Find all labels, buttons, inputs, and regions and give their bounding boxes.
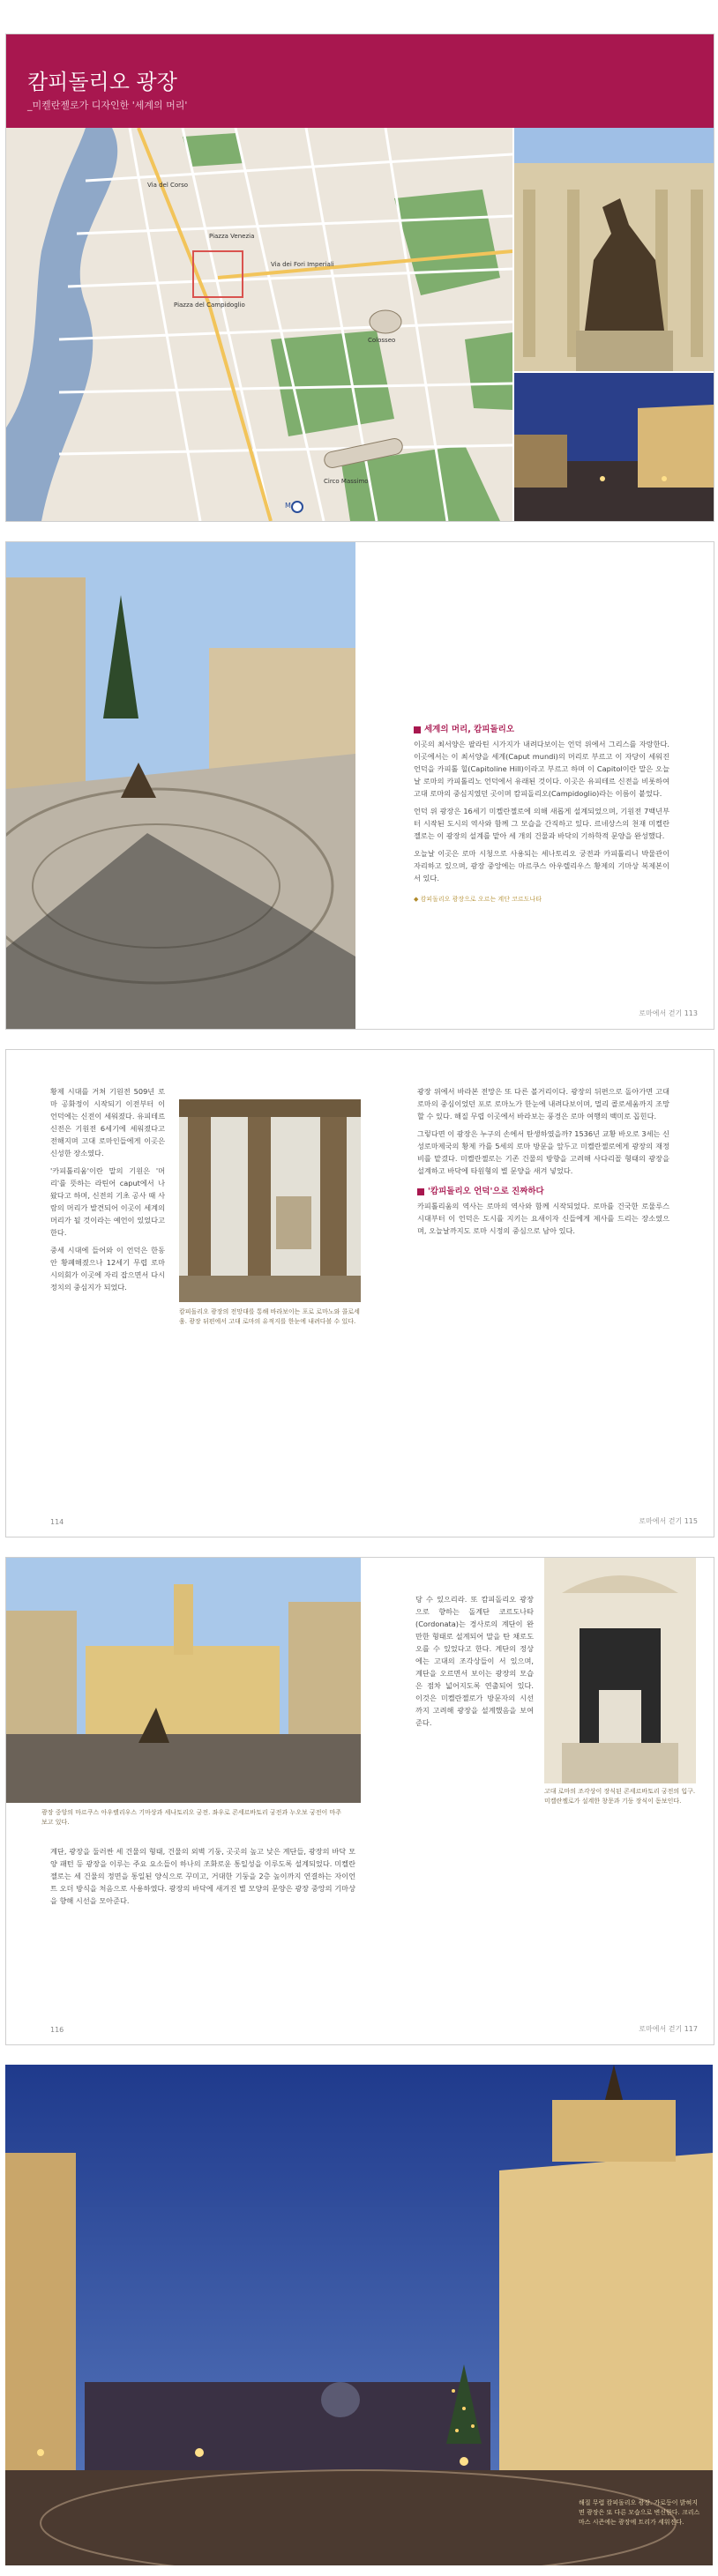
colonnade-caption: 캄피돌리오 광장의 전망대를 통해 바라보이는 포로 로마노와 콜로세움. 광장 뒤편에서 고대 로마의 유적지를 한눈에 내려다볼 수 있다. bbox=[179, 1308, 360, 1325]
footnote: ◆ 캄피돌리오 광장으로 오르는 계단 코르도나타 bbox=[414, 896, 542, 903]
design-left-text bbox=[50, 1845, 355, 1907]
colonnade-image bbox=[179, 1099, 361, 1302]
right-paragraph-3: 카피톨리움의 역사는 로마의 역사와 함께 시작되었다. 로마를 건국한 로물루스 시대부터 이 언덕은 도시를 지키는 요새이자 신들에게 제사를 드리는 장소였으며, 오늘날까지도 로마 시정의 중심으로 남아 있다. bbox=[417, 1202, 669, 1235]
paragraph-3: 오늘날 이곳은 로마 시청으로 사용되는 세나토리오 궁전과 카피톨리니 박물관이 자리하고 있으며, 광장 중앙에는 마르쿠스 아우렐리우스 황제의 기마상 복제본이 서 있다. bbox=[414, 849, 669, 882]
right-paragraph-2: 그렇다면 이 광장은 누구의 손에서 탄생하였을까? 1536년 교황 바오로 3세는 신성로마제국의 황제 카를 5세의 로마 방문을 앞두고 미켈란젤로에게 광장의 재정비를 맡겼다. 미켈란젤로는 기존 건물의 방향을 고려해 사다리꼴 형태의 광장을 설계하고 바닥에 타원형의 별 문양을 새겨 넣었다. bbox=[417, 1129, 669, 1175]
palazzo-entrance-image bbox=[544, 1558, 696, 1783]
metro-marker: M bbox=[285, 502, 291, 510]
senatorio-caption: 광장 중앙의 마르쿠스 아우렐리우스 기마상과 세나토리오 궁전. 좌우로 콘세르바토리 궁전과 누오보 궁전이 마주 보고 있다. bbox=[41, 1809, 341, 1826]
square-aerial-image bbox=[6, 542, 355, 1029]
right-paragraph-1: 광장 위에서 바라본 전망은 또 다른 볼거리이다. 광장의 뒤편으로 돌아가면 고대 로마의 중심이었던 포로 로마노가 한눈에 내려다보이며, 멀리 콜로세움까지 조망할 수 있다. 해질 무렵 이곳에서 바라보는 풍경은 로마 여행의 백미로 꼽힌다. bbox=[417, 1087, 669, 1120]
spread-intro bbox=[5, 541, 714, 1030]
palazzo-entrance-photo bbox=[544, 1558, 696, 1783]
map-label-campidoglio: Piazza del Campidoglio bbox=[174, 302, 245, 309]
colonnade-photo bbox=[179, 1099, 361, 1302]
page-number-right: 로마에서 걷기 117 bbox=[639, 2025, 698, 2033]
design-paragraph: 계단, 광장을 둘러싼 세 건물의 형태, 건물의 외벽 기둥, 곳곳의 높고 낮은 계단들, 광장의 바닥 모양 패턴 등 광장을 이루는 주요 요소들이 하나의 조화로운 통일성을 이루도록 설계되었다. 미켈란젤로는 세 건물의 정면을 통일된 양식으로 꾸미고, 거대한 기둥을 2층 높이까지 연결하는 자이언트 오더 방식을 처음으로 사용하였다. 광장의 바닥에 새겨진 별 모양의 문양은 광장 중앙의 기마상을 향해 시선을 모아준다. bbox=[50, 1847, 355, 1905]
spread-history bbox=[5, 1049, 714, 1537]
night-square-image bbox=[514, 373, 714, 521]
page-number-left: 116 bbox=[50, 2026, 64, 2034]
spread-map bbox=[5, 34, 714, 522]
paragraph-1: 이곳의 최서양은 팔라틴 시가지가 내려다보이는 언덕 위에서 그리스를 자랑한다. 이곳에서는 이 최서양을 세계(Caput mundi)의 머리로 부르고 이 자당이 세워진 언덕을 카피톨 힐(Capitoline Hill)이라고 부르고 하며 이 Capitol이란 말은 오늘날 로마의 카피톨리노 언덕에서 유래된 것이다. 이곳은 유피테르 신전을 비롯하여 고대 로마의 중심지였던 곳이며 캄피돌리오(Campidoglio)라는 이름이 붙었다. bbox=[414, 740, 669, 798]
design-right-text bbox=[415, 1593, 534, 1729]
spread-design bbox=[5, 1557, 714, 2045]
map-label-circo: Circo Massimo bbox=[324, 478, 369, 485]
page-number-right: 로마에서 걷기 113 bbox=[639, 1009, 698, 1017]
article-heading bbox=[414, 722, 669, 734]
palazzo-caption: 고대 로마의 조각상이 장식된 콘세르바토리 궁전의 입구. 미켈란젤로가 설계한 창문과 기둥 장식이 돋보인다. bbox=[544, 1788, 696, 1805]
title-banner bbox=[6, 34, 714, 128]
history-right-column bbox=[417, 1085, 669, 1237]
map-label-venezia: Piazza Venezia bbox=[209, 233, 255, 240]
map-label-corso: Via del Corso bbox=[147, 182, 188, 189]
equestrian-statue-image bbox=[514, 128, 714, 371]
page-number-right: 로마에서 걷기 115 bbox=[639, 1517, 698, 1525]
city-map bbox=[6, 128, 512, 521]
history-left-column bbox=[50, 1085, 165, 1293]
cordonata-paragraph: 당 수 있으리라. 또 캄피돌리오 광장으로 향하는 돌계단 코르도나타(Cordonata)는 경사로의 계단이 완만한 형태로 설계되어 말을 탄 채로도 오를 수 있었다고 한다. 계단의 정상에는 고대의 조각상들이 서 있으며, 계단을 오르면서 보이는 광장의 모습은 점차 넓어지도록 연출되어 있다. 이것은 미켈란젤로가 방문자의 시선까지 고려해 광장을 설계했음을 보여준다. bbox=[415, 1595, 534, 1727]
left-paragraph-2: '카피톨리움'이란 말의 기원은 '머리'를 뜻하는 라틴어 caput에서 나왔다고 하며, 신전의 기초 공사 때 사람의 머리가 발견되어 이곳이 세계의 머리가 될 것이라는 예언이 있었다고 한다. bbox=[50, 1166, 165, 1237]
paragraph-2: 언덕 위 광장은 16세기 미켈란젤로에 의해 새롭게 설계되었으며, 기원전 7백년부터 시작된 도시의 역사와 함께 그 모습을 간직하고 있다. 르네상스의 천재 미켈란젤로는 이 광장의 설계를 맡아 세 개의 건물과 바닥의 기하학적 문양을 완성했다. bbox=[414, 807, 669, 840]
map-label-fori: Via dei Fori Imperiali bbox=[271, 261, 334, 268]
night-caption: 해질 무렵 캄피돌리오 광장. 가로등이 밝혀지면 광장은 또 다른 모습으로 변신한다. 크리스마스 시즌에는 광장에 트리가 세워진다. bbox=[579, 2499, 700, 2526]
page-number-left: 114 bbox=[50, 1518, 64, 1526]
subhead-text: '캄피돌리오 언덕'으로 진짜하다 bbox=[428, 1187, 544, 1196]
heading-marker bbox=[414, 726, 421, 733]
left-paragraph-3: 중세 시대에 들어와 이 언덕은 한동안 황폐해졌으나 12세기 무렵 로마 시의회가 이곳에 자리 잡으면서 다시 정치의 중심지가 되었다. bbox=[50, 1246, 165, 1292]
intro-article bbox=[414, 715, 669, 905]
page-subtitle: _미켈란젤로가 디자인한 '세계의 머리' bbox=[27, 100, 188, 111]
night-panorama-photo bbox=[5, 2065, 713, 2565]
spread-night bbox=[5, 2065, 713, 2565]
senatorio-image bbox=[6, 1558, 361, 1803]
square-aerial-photo bbox=[6, 542, 355, 1029]
section-subhead bbox=[417, 1184, 669, 1196]
page-title: 캄피돌리오 광장 bbox=[27, 70, 177, 94]
map-graphic bbox=[6, 128, 512, 521]
night-square-photo bbox=[514, 373, 714, 521]
map-label-colosseo: Colosseo bbox=[368, 337, 396, 344]
left-paragraph-1: 황제 시대를 거쳐 기원전 509년 로마 공화정이 시작되기 이전부터 이 언덕에는 신전이 세워졌다. 유피테르 신전은 기원전 6세기에 세워졌다고 전해지며 고대 로마인들에게 이곳은 신성한 장소였다. bbox=[50, 1087, 165, 1158]
senatorio-photo bbox=[6, 1558, 361, 1803]
statue-photo bbox=[514, 128, 714, 371]
night-panorama-image bbox=[5, 2065, 713, 2565]
subhead-marker bbox=[417, 1188, 424, 1195]
heading-text: 세계의 머리, 캄피돌리오 bbox=[424, 725, 514, 734]
